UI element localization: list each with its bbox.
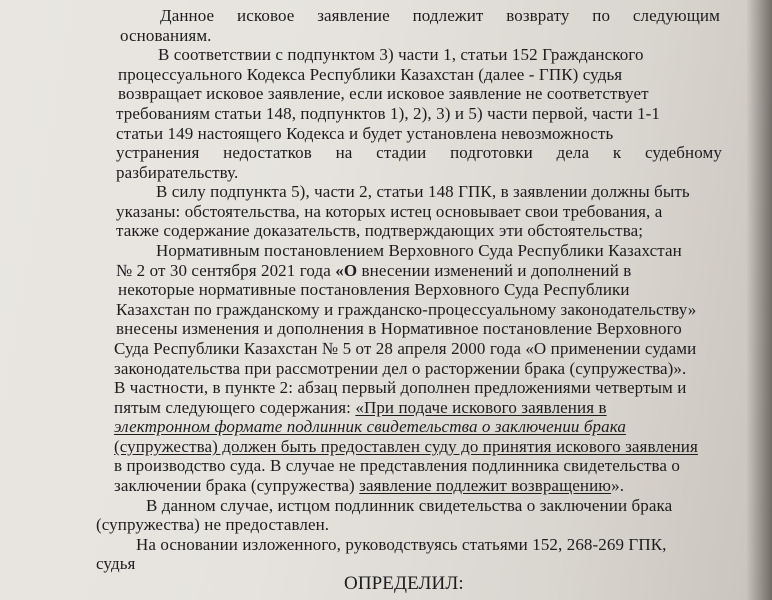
word: возврату [506, 6, 570, 25]
p2-line1: В соответствии с подпунктом 3) части 1, статьи 152 Гражданского [158, 45, 644, 64]
p6-line2: судья [96, 554, 136, 573]
p4-line4: Казахстан по гражданскому и гражданско-процессуальному законодательству» [116, 300, 697, 319]
p2-line5: статьи 149 настоящего Кодекса и будет установлена невозможность [116, 124, 614, 143]
p6-line1: На основании изложенного, руководствуясь статьями 152, 268-269 ГПК, [136, 535, 667, 554]
word: следующим [632, 6, 720, 25]
p2-line7: разбирательству. [116, 163, 239, 182]
p4-line7: законодательства при рассмотрении дел о расторжении брака (супружества)». [114, 359, 687, 378]
word: дела [556, 143, 590, 162]
p4-line8: В частности, в пункте 2: абзац первый дополнен предложениями четвертым и [114, 378, 687, 397]
word: недостатков [223, 143, 312, 162]
p2-line2: процессуального Кодекса Республики Казахстан (далее - ГПК) судья [118, 65, 623, 84]
p4-line6: Суда Республики Казахстан № 5 от 28 апреля 2000 года «О применении судами [114, 339, 697, 358]
p4-line9 [114, 398, 720, 417]
p4-line13-underlined: заявление подлежит возвращению [359, 476, 612, 495]
word: к [612, 143, 622, 162]
word: по [592, 6, 611, 25]
p4-line3: некоторые нормативные постановления Верховного Суда Республики [118, 280, 630, 299]
word: Данное [160, 6, 215, 25]
p3-line1: В силу подпункта 5), части 2, статьи 148 ГПК, в заявлении должны быть [156, 182, 690, 201]
word: стадии [376, 143, 427, 162]
p4-line9-quote: «При подаче искового заявления в [355, 398, 607, 417]
word: на [335, 143, 353, 162]
p4-line10: электронном формате подлинник свидетельства о заключении брака [114, 417, 626, 436]
p3-line3: также содержание доказательств, подтверждающих эти обстоятельства; [116, 221, 644, 240]
word: судебному [644, 143, 722, 162]
p4-line13 [114, 476, 624, 495]
page-edge-shadow [746, 0, 772, 600]
p4-line12: в производство суда. В случае не представления подлинника свидетельства о [114, 456, 681, 475]
heading: ОПРЕДЕЛИЛ: [344, 573, 464, 594]
p3-line2: указаны: обстоятельства, на которых истец основывает свои требования, а [116, 202, 663, 221]
p2-line3: возвращает исковое заявление, если исковое заявление не соответствует [118, 84, 649, 103]
p1-line2: основаниям. [120, 26, 212, 45]
p4-line9-lead: пятым следующего содержания: [114, 398, 356, 417]
p4-line2-quote-open: «О [335, 261, 358, 280]
p4-line2-rest: внесении изменений и дополнений в [357, 261, 632, 280]
p5-line1: В данном случае, истцом подлинник свидетельства о заключении брака [146, 496, 673, 515]
p4-line1: Нормативным постановлением Верховного Суда Республики Казахстан [156, 241, 682, 260]
p4-line11: (супружества) должен быть предоставлен суду до принятия искового заявления [114, 437, 698, 456]
p4-line5: внесены изменения и дополнения в Нормативное постановление Верховного [116, 319, 682, 338]
word: подлежит [412, 6, 484, 25]
p4-line2 [116, 261, 720, 280]
word: устранения [116, 143, 200, 162]
p4-line13-lead: заключении брака (супружества) [114, 476, 360, 495]
word: исковое [237, 6, 295, 25]
word: заявление [317, 6, 390, 25]
word: подготовки [450, 143, 533, 162]
p2-line6 [116, 143, 722, 162]
p2-line4: требованиям статьи 148, подпунктов 1), 2), 3) и 5) части первой, части 1-1 [116, 104, 661, 123]
p1-line1 [160, 6, 720, 25]
p4-line13-quote-close: ». [611, 476, 625, 495]
p4-line2-date: № 2 от 30 сентября 2021 года [116, 261, 336, 280]
p5-line2: (супружества) не предоставлен. [96, 515, 330, 534]
